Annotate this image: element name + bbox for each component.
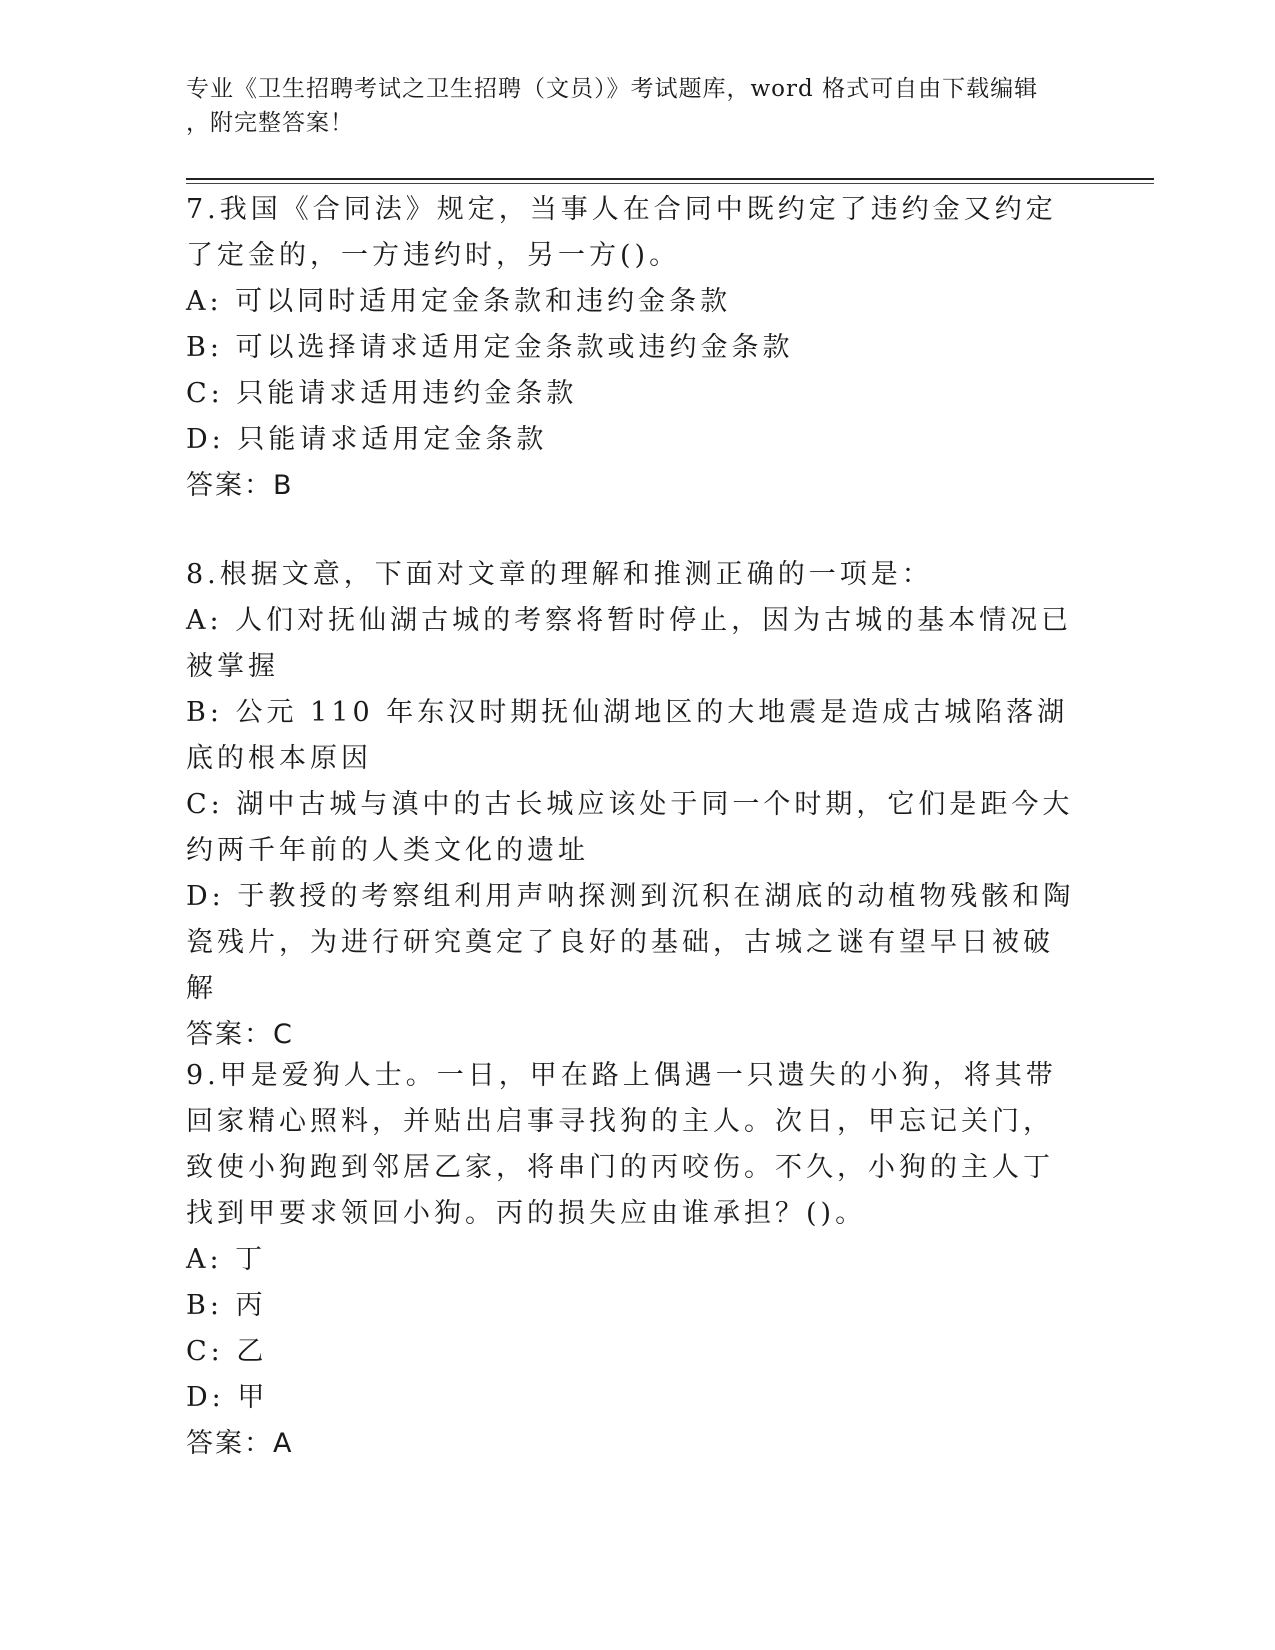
option-d: D: 于教授的考察组利用声呐探测到沉积在湖底的动植物残骸和陶瓷残片，为进行研究奠定了良好的基础，古城之谜有望早日被破解 — [186, 881, 1075, 1004]
option-d: D: 只能请求适用定金条款 — [186, 424, 548, 455]
question-text: 8.根据文意，下面对文章的理解和推测正确的一项是： — [186, 559, 933, 590]
option-b: B: 可以选择请求适用定金条款或违约金条款 — [186, 332, 794, 363]
option-a: A: 人们对抚仙湖古城的考察将暂时停止，因为古城的基本情况已被掌握 — [186, 605, 1073, 682]
option-c: C: 湖中古城与滇中的古长城应该处于同一个时期，它们是距今大约两千年前的人类文化的遗址 — [186, 789, 1074, 866]
answer-line: 答案：B — [186, 470, 294, 501]
option-c: C: 只能请求适用违约金条款 — [186, 378, 578, 409]
question-7 — [186, 187, 1076, 509]
option-b: B: 丙 — [186, 1290, 267, 1321]
header-line-1: 专业《卫生招聘考试之卫生招聘（文员）》考试题库，word 格式可自由下载编辑 — [186, 76, 1039, 102]
option-b: B: 公元 110 年东汉时期抚仙湖地区的大地震是造成古城陷落湖底的根本原因 — [186, 697, 1069, 774]
option-a: A: 丁 — [186, 1244, 267, 1275]
answer-line: 答案：C — [186, 1019, 294, 1050]
option-c: C: 乙 — [186, 1336, 268, 1367]
question-8 — [186, 552, 1076, 1058]
header-divider-thick — [186, 178, 1154, 180]
question-text: 9.甲是爱狗人士。一日，甲在路上偶遇一只遗失的小狗，将其带回家精心照料，并贴出启事寻找狗的主人。次日，甲忘记关门，致使小狗跑到邻居乙家，将串门的丙咬伤。不久，小狗的主人丁找到甲要求领回小狗。丙的损失应由谁承担？()。 — [186, 1060, 1057, 1229]
answer-line: 答案：A — [186, 1428, 294, 1459]
question-text: 7.我国《合同法》规定，当事人在合同中既约定了违约金又约定了定金的，一方违约时，另一方()。 — [186, 194, 1057, 271]
question-9 — [186, 1053, 1076, 1467]
option-d: D: 甲 — [186, 1382, 269, 1413]
header-line-2: ，附完整答案！ — [186, 110, 354, 136]
document-header — [186, 72, 1066, 140]
header-divider-thin — [186, 183, 1154, 184]
option-a: A: 可以同时适用定金条款和违约金条款 — [186, 286, 732, 317]
